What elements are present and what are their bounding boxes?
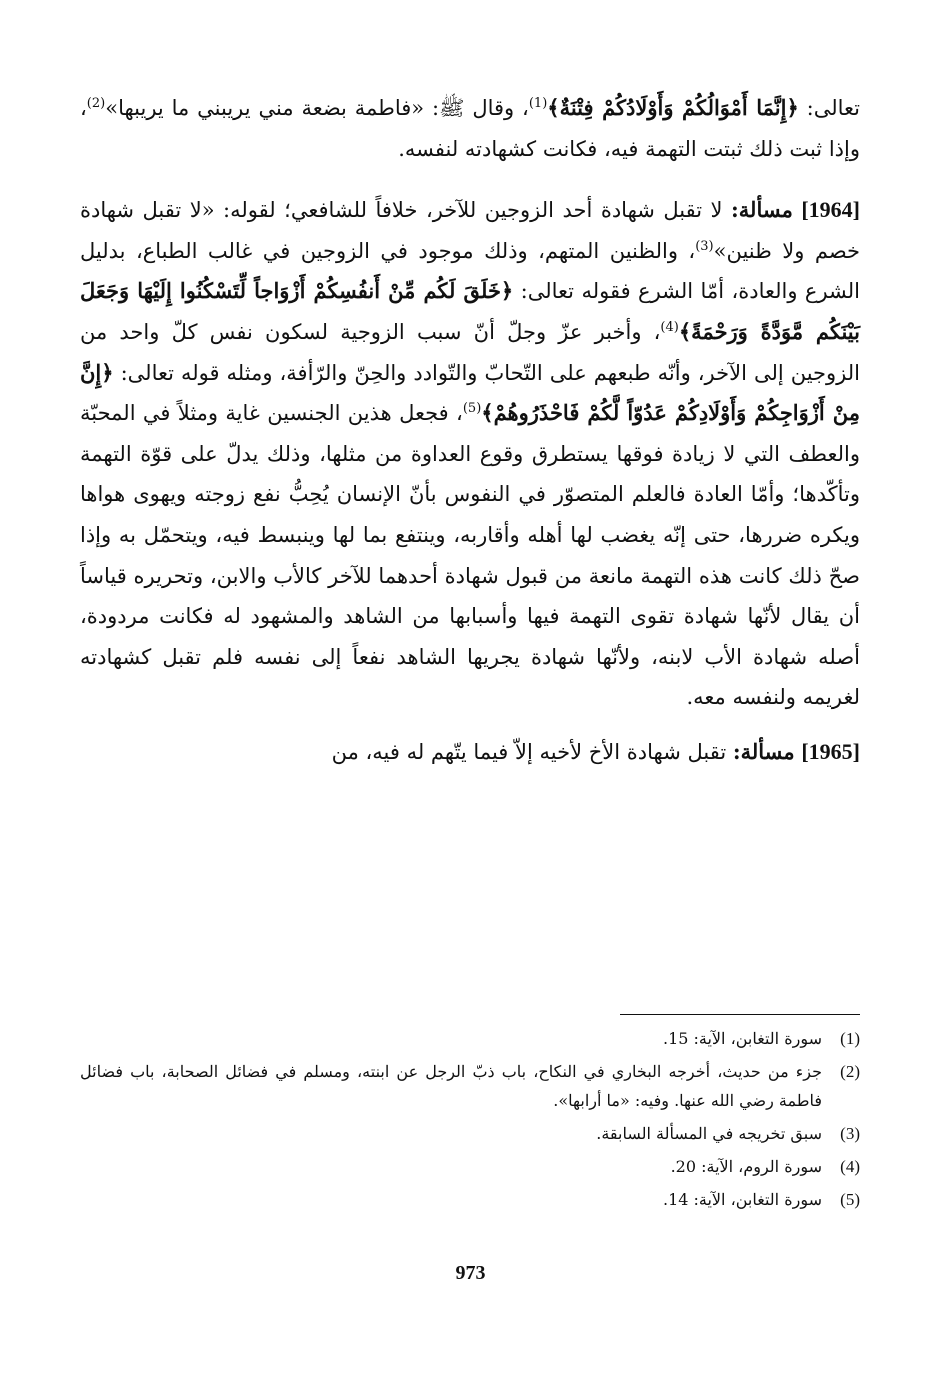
footnote-ref: (1) bbox=[528, 96, 548, 111]
footnote-text: سورة الروم، الآية: 20. bbox=[670, 1157, 822, 1176]
text-span: ، وإذا ثبت ذلك ثبتت التهمة فيه، فكانت كشهادته لنفسه. bbox=[80, 96, 860, 161]
footnote-number: (3) bbox=[840, 1124, 860, 1143]
text-span: لا تقبل شهادة أحد الزوجين للآخر، خلافاً للشافعي؛ لقوله: «لا تقبل شهادة خصم ولا ظنين» bbox=[80, 198, 861, 263]
footnote-ref: (3) bbox=[695, 238, 714, 254]
masala-number: [1964] bbox=[801, 197, 860, 223]
footnote-text: سبق تخريجه في المسألة السابقة. bbox=[596, 1124, 822, 1143]
text-span: تقبل شهادة الأخ لأخيه إلاّ فيما يتّهم له فيه، من bbox=[331, 739, 733, 764]
footnote-number: (2) bbox=[840, 1062, 860, 1081]
footnote-item bbox=[80, 1119, 860, 1148]
footnote-text: جزء من حديث، أخرجه البخاري في النكاح، باب ذبّ الرجل عن ابنته، ومسلم في فضائل الصحابة، باب فضائل فاطمة رضي الله عنها. وفيه: «ما أرابها». bbox=[80, 1062, 822, 1110]
footnote-text: سورة التغابن، الآية: 14. bbox=[662, 1190, 822, 1209]
footnote-divider bbox=[620, 1014, 860, 1015]
footnote-ref: (5) bbox=[462, 401, 482, 417]
footnote-number: (5) bbox=[840, 1190, 860, 1209]
text-span: ، فجعل هذين الجنسين غاية ومثلاً في المحبّة والعطف التي لا زيادة فوقها يستطرق وقوع العداوة من مثلها، وذلك يدلّ على قوّة التهمة وتأكّدها؛ وأمّا العادة فالعلم المتصوّر في النفوس بأنّ الإنسان يُحِبُّ نفع زوجته ويهوى هواها ويكره ضررها، حتى إنّه يغضب لها أهله وأقاربه، وينتفع بما لها وينبسط فيه، ويتحمّل به وإذا صحّ ذلك كانت هذه التهمة مانعة من قبول شهادة أحدهما للآخر كالأب والابن، وتحريره قياساً أن يقال لأنّها شهادة تقوى التهمة فيها وأسبابها من الشاهد والمشهود له فكانت مردودة، أصله شهادة الأب لابنه، ولأنّها شهادة يجريها الشاهد نفعاً إلى نفسه فلم تقبل كشهادته لغريمه ولنفسه معه. bbox=[80, 401, 860, 710]
footnote-number: (4) bbox=[840, 1157, 860, 1176]
footnote-number: (1) bbox=[840, 1029, 860, 1048]
footnotes bbox=[80, 1024, 860, 1218]
footnote-item bbox=[80, 1185, 860, 1214]
footnote-ref: (2) bbox=[86, 96, 106, 111]
footnote-item bbox=[80, 1057, 860, 1115]
footnote-text: سورة التغابن، الآية: 15. bbox=[662, 1029, 822, 1048]
masala-label: مسألة: bbox=[731, 197, 793, 223]
masala-number: [1965] bbox=[801, 738, 860, 764]
quran-verse: ﴿إِنَّ مِنْ أَزْوَاجِكُمْ وَأَوْلَادِكُمْ عَدُوّاً لَّكُمْ فَاحْذَرُوهُمْ﴾ bbox=[80, 359, 860, 426]
footnote-item bbox=[80, 1152, 860, 1181]
paragraph-masala-1964 bbox=[80, 190, 860, 718]
text-span: تعالى: bbox=[798, 96, 860, 120]
main-text bbox=[80, 88, 860, 773]
paragraph-masala-1965 bbox=[80, 732, 860, 773]
text-span: ، وأخبر عزّ وجلّ أنّ سبب الزوجية لسكون نفس كلّ واحد من الزوجين إلى الآخر، وأنّه طبعهم على التّحابّ والتّوادد والحِنّ والرّأفة، ومثله قوله تعالى: bbox=[80, 319, 860, 385]
footnote-ref: (4) bbox=[660, 319, 679, 335]
paragraph-intro bbox=[80, 88, 860, 169]
masala-label: مسألة: bbox=[732, 738, 795, 764]
page-number: 973 bbox=[455, 1262, 486, 1284]
footnote-item bbox=[80, 1024, 860, 1053]
quran-verse: ﴿إِنَّمَا أَمْوَالُكُمْ وَأَوْلَادُكُمْ فِتْنَةٌ﴾ bbox=[547, 95, 799, 120]
text-span: ، والظنين المتهم، وذلك موجود في الزوجين في غالب الطباع، بدليل الشرع والعادة، أمّا الشرع فقوله تعالى: bbox=[80, 238, 860, 304]
text-span: ، وقال ﷺ: «فاطمة بضعة مني يريبني ما يريبها» bbox=[105, 96, 529, 120]
quran-verse: ﴿خَلَقَ لَكُم مِّنْ أَنفُسِكُمْ أَزْوَاجاً لِّتَسْكُنُوا إِلَيْهَا وَجَعَلَ بَيْنَكُم مَّوَدَّةً وَرَحْمَةً﴾ bbox=[80, 278, 860, 344]
